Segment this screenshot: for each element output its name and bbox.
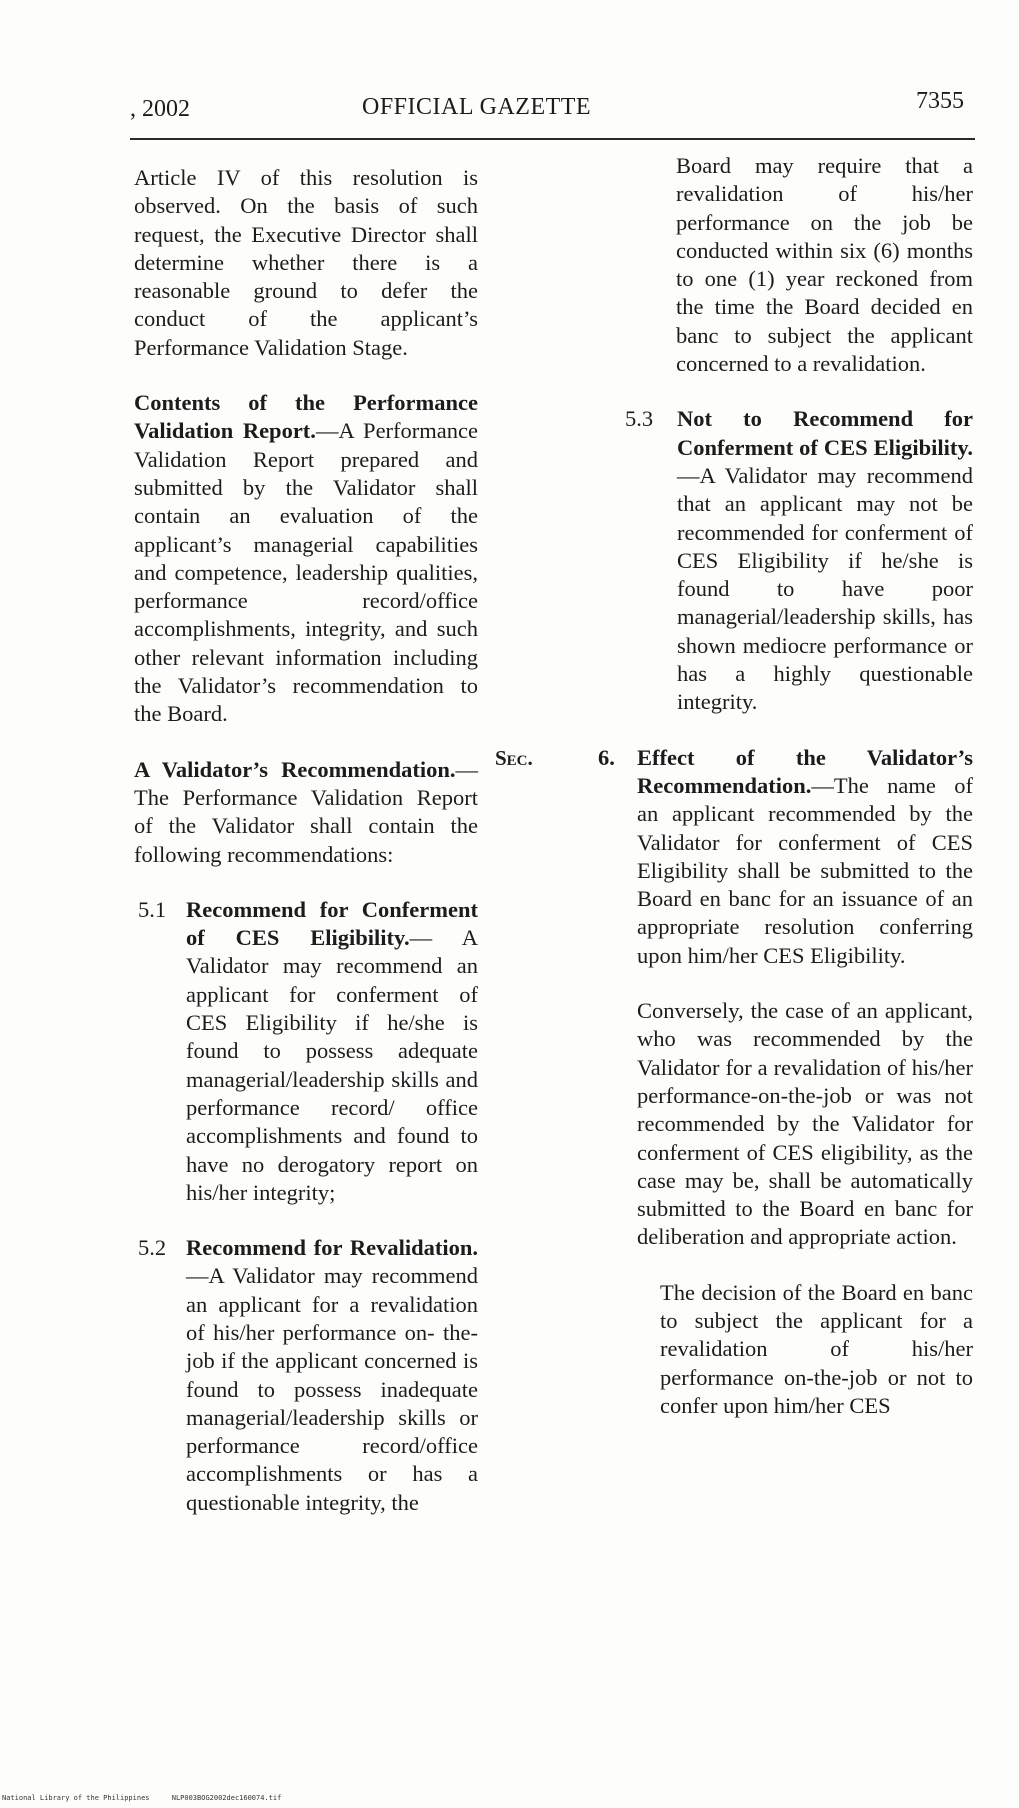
header-rule bbox=[130, 138, 975, 140]
scan-footer bbox=[2, 1794, 281, 1802]
item-number: 5.2 bbox=[138, 1235, 167, 1261]
item-heading: Recommend for Revalidation. bbox=[186, 1235, 478, 1261]
right-column bbox=[495, 152, 973, 1420]
section-number: 6. bbox=[598, 744, 615, 770]
page-header bbox=[130, 88, 972, 128]
paragraph: A Validator’s Recommendation.—The Performance Validation Report of the Validator shall contain the following recommendations: bbox=[134, 756, 478, 867]
publication-title: OFFICIAL GAZETTE bbox=[362, 94, 592, 120]
paragraph: The decision of the Board en banc to subject the applicant for a revalidation of his/her performance on-the-job or not to confer upon him/her CES bbox=[660, 1279, 973, 1418]
section-heading: Effect of the Validator’s Recommendation. bbox=[637, 744, 973, 798]
section-label: Sec. bbox=[495, 745, 533, 770]
header-date: , 2002 bbox=[130, 96, 190, 122]
section-heading: Contents of the Performance Validation Report. bbox=[134, 390, 478, 444]
left-column bbox=[134, 164, 478, 1517]
list-item-5-3: 5.3 Not to Recommend for Conferment of CES Eligibility.—A Validator may recommend that an applicant may not be recommended for conferment of CES Eligibility if he/she is found to have poor managerial/leadership skills, has shown mediocre performance or has a highly questionable integrity. bbox=[625, 406, 973, 715]
list-item-5-1: 5.1 Recommend for Conferment of CES Eligibility.— A Validator may recommend an applicant for conferment of CES Eligibility if he/she is found to possess adequate managerial/leadership skills and performance record/ office accomplishments and found to have no derogatory report on his/her integrity; bbox=[138, 896, 478, 1205]
section-heading: A Validator’s Recommendation. bbox=[134, 756, 456, 782]
paragraph: Article IV of this resolution is observed. On the basis of such request, the Executive Director shall determine whether there is a reasonable ground to defer the conduct of the applicant’s Performance Validation Stage. bbox=[134, 165, 478, 360]
list-item-5-2: 5.2 Recommend for Revalidation.—A Validator may recommend an applicant for a revalidation of his/her performance on- the-job if the applicant concerned is found to possess inadequate managerial/leadership skills or performance record/office accomplishments or has a questionable integrity, the bbox=[138, 1235, 478, 1515]
paragraph: Board may require that a revalidation of his/her performance on the job be conducted within six (6) months to one (1) year reckoned from the time the Board decided en banc to subject the applicant concerned to a revalidation. bbox=[676, 153, 973, 377]
file-name: NLP003BOG2002dec160074.tif bbox=[171, 1794, 282, 1802]
section-6: Sec. 6. Effect of the Validator’s Recommendation.—The name of an applicant recommended by the Validator for conferment of CES Eligibility shall be submitted to the Board en banc for an issuance of an appropriate resolution conferring upon him/her CES Eligibility. bbox=[495, 744, 973, 968]
item-number: 5.3 bbox=[625, 406, 654, 432]
item-heading: Recommend for Conferment of CES Eligibility. bbox=[186, 896, 478, 951]
paragraph: Contents of the Performance Validation Report.—A Performance Validation Report prepared and submitted by the Validator shall contain an evaluation of the applicant’s managerial capabilities and competence, leadership qualities, performance record/office accomplishments, integrity, and such other relevant information including the Validator’s recommendation to the Board. bbox=[134, 390, 479, 727]
item-heading: Not to Recommend for Conferment of CES Eligibility. bbox=[677, 406, 973, 460]
page-number: 7355 bbox=[916, 88, 964, 114]
paragraph: Conversely, the case of an applicant, who was recommended by the Validator for a revalidation of his/her performance-on-the-job or was not recommended by the Validator for conferment of CES eligibility, as the case may be, shall be automatically submitted to the Board en banc for deliberation and appropriate action. bbox=[637, 998, 973, 1250]
item-number: 5.1 bbox=[138, 896, 167, 922]
library-name: National Library of the Philippines bbox=[2, 1794, 150, 1802]
